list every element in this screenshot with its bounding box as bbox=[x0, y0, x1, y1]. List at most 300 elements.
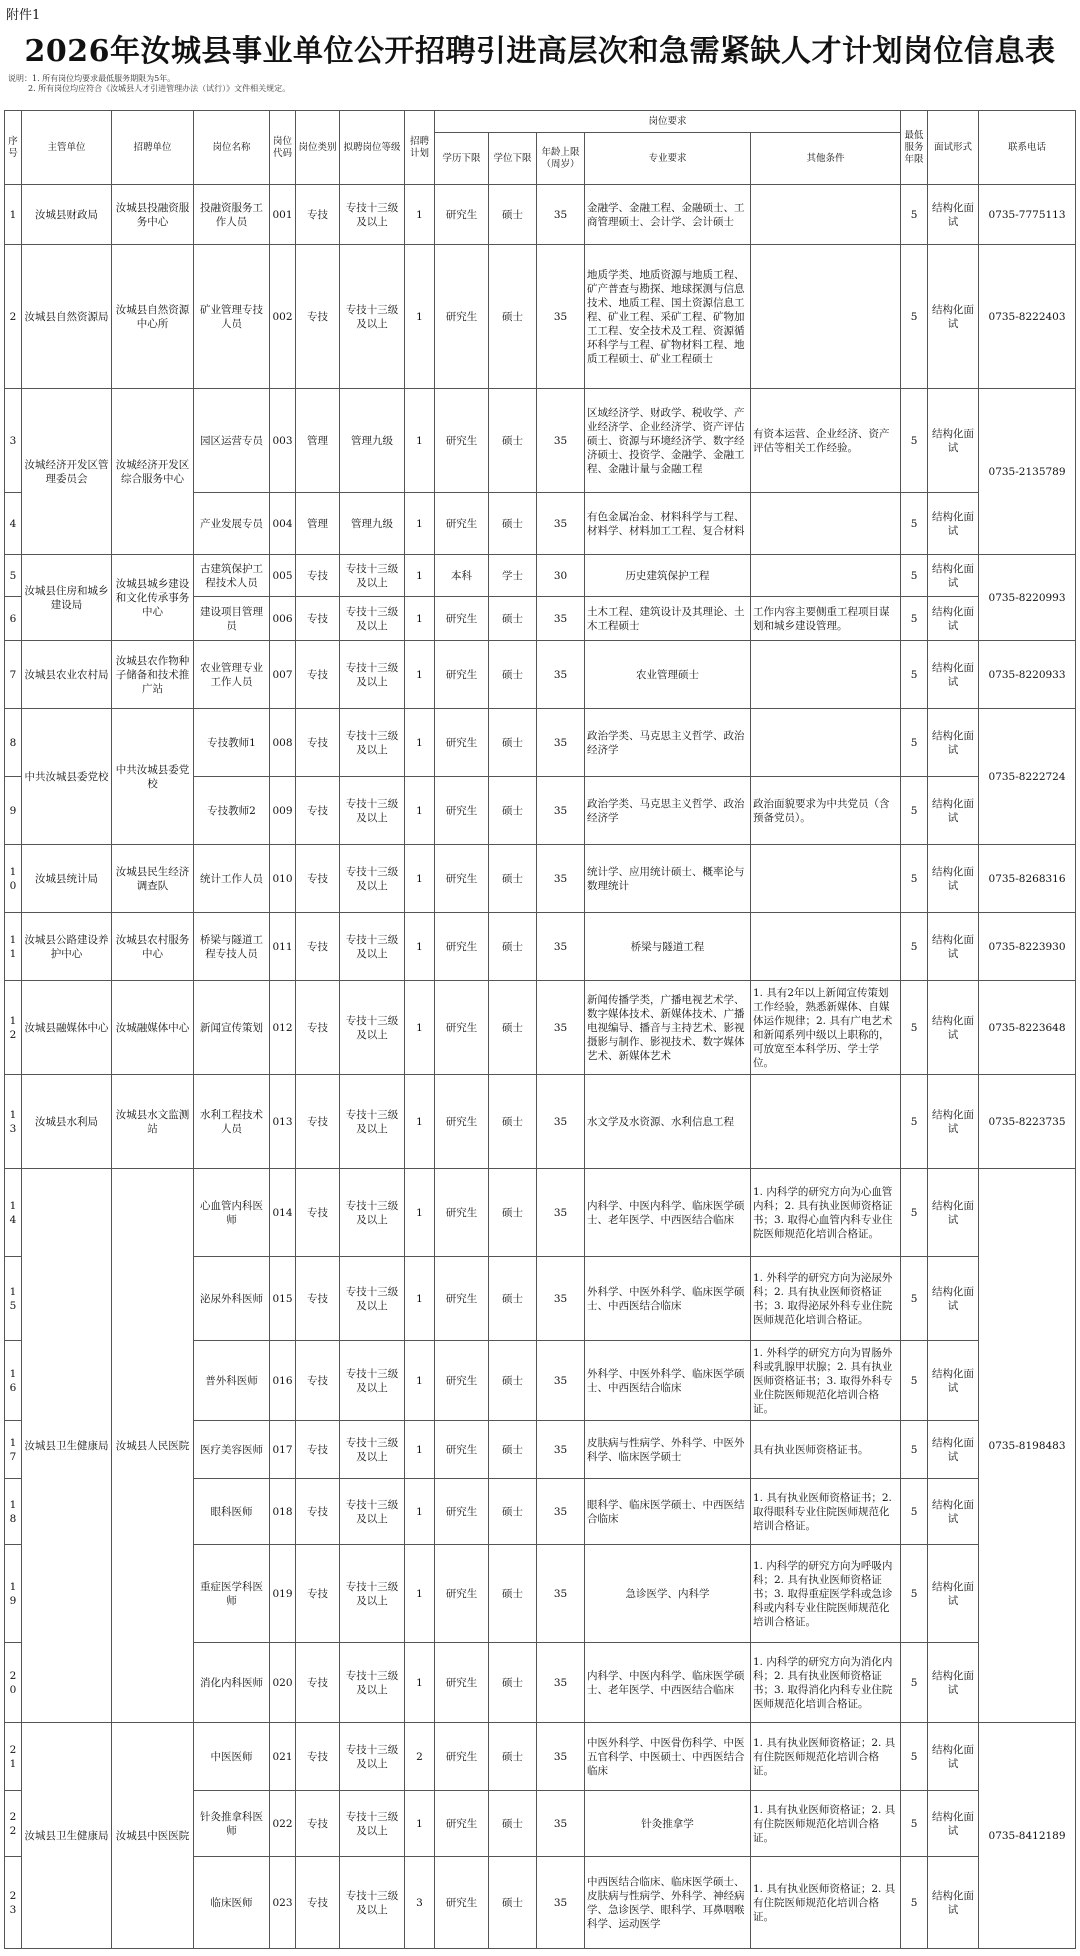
cell-major: 地质学类、地质资源与地质工程、矿产普查与勘探、地球探测与信息技术、地质工程、国土资源信息工程、矿业工程、采矿工程、矿物加工工程、安全技术及工程、资源循环科学与工程、矿物材料工程、地质工程硕士、矿业工程硕士 bbox=[585, 245, 751, 389]
cell-edu: 研究生 bbox=[435, 1857, 489, 1949]
cell-type: 专技 bbox=[296, 845, 340, 913]
cell-interview: 结构化面试 bbox=[928, 185, 979, 245]
cell-degree: 硕士 bbox=[489, 597, 537, 641]
cell-level: 专技十三级及以上 bbox=[340, 913, 405, 981]
cell-major: 统计学、应用统计硕士、概率论与数理统计 bbox=[585, 845, 751, 913]
cell-major: 有色金属冶金、材料科学与工程、材料学、材料加工工程、复合材料 bbox=[585, 493, 751, 555]
cell-seq: 3 bbox=[5, 389, 22, 493]
cell-post: 产业发展专员 bbox=[194, 493, 270, 555]
cell-plan: 1 bbox=[405, 1643, 435, 1723]
cell-seq: 9 bbox=[5, 777, 22, 845]
cell-interview: 结构化面试 bbox=[928, 1723, 979, 1791]
cell-service: 5 bbox=[901, 597, 928, 641]
cell-age: 35 bbox=[537, 845, 585, 913]
cell-interview: 结构化面试 bbox=[928, 709, 979, 777]
cell-age: 30 bbox=[537, 555, 585, 597]
cell-type: 专技 bbox=[296, 1075, 340, 1169]
cell-level: 管理九级 bbox=[340, 493, 405, 555]
header-service: 最低服务年限 bbox=[901, 111, 928, 185]
cell-major: 中西医结合临床、临床医学硕士、皮肤病与性病学、外科学、神经病学、急诊医学、眼科学、耳鼻咽喉科学、运动医学 bbox=[585, 1857, 751, 1949]
cell-edu: 研究生 bbox=[435, 245, 489, 389]
cell-post: 针灸推拿科医师 bbox=[194, 1791, 270, 1857]
cell-seq: 6 bbox=[5, 597, 22, 641]
header-requirements: 岗位要求 bbox=[435, 111, 901, 133]
cell-interview: 结构化面试 bbox=[928, 913, 979, 981]
cell-seq: 20 bbox=[5, 1643, 22, 1723]
cell-interview: 结构化面试 bbox=[928, 245, 979, 389]
cell-interview: 结构化面试 bbox=[928, 1421, 979, 1479]
cell-service: 5 bbox=[901, 245, 928, 389]
cell-edu: 研究生 bbox=[435, 597, 489, 641]
cell-seq: 1 bbox=[5, 185, 22, 245]
cell-seq: 23 bbox=[5, 1857, 22, 1949]
cell-type: 专技 bbox=[296, 1421, 340, 1479]
header-plan: 招聘计划 bbox=[405, 111, 435, 185]
cell-type: 专技 bbox=[296, 555, 340, 597]
cell-post: 桥梁与隧道工程专技人员 bbox=[194, 913, 270, 981]
cell-other: 1. 内科学的研究方向为心血管内科；2. 具有执业医师资格证书；3. 取得心血管内科专业住院医师规范化培训合格证。 bbox=[751, 1169, 901, 1257]
cell-edu: 研究生 bbox=[435, 777, 489, 845]
cell-degree: 硕士 bbox=[489, 981, 537, 1075]
cell-age: 35 bbox=[537, 185, 585, 245]
note-2: 2. 所有岗位均应符合《汝城县人才引进管理办法（试行）》文件相关规定。 bbox=[28, 84, 291, 93]
cell-age: 35 bbox=[537, 1643, 585, 1723]
header-unit: 招聘单位 bbox=[112, 111, 194, 185]
cell-phone: 0735-8223930 bbox=[979, 913, 1076, 981]
cell-type: 专技 bbox=[296, 1257, 340, 1341]
header-phone: 联系电话 bbox=[979, 111, 1076, 185]
cell-post: 医疗美容医师 bbox=[194, 1421, 270, 1479]
cell-interview: 结构化面试 bbox=[928, 1643, 979, 1723]
cell-unit: 汝城县民生经济调查队 bbox=[112, 845, 194, 913]
cell-plan: 1 bbox=[405, 1479, 435, 1545]
cell-service: 5 bbox=[901, 1643, 928, 1723]
cell-major: 土木工程、建筑设计及其理论、土木工程硕士 bbox=[585, 597, 751, 641]
cell-post: 中医医师 bbox=[194, 1723, 270, 1791]
cell-code: 004 bbox=[270, 493, 296, 555]
cell-other bbox=[751, 245, 901, 389]
cell-edu: 研究生 bbox=[435, 185, 489, 245]
cell-degree: 硕士 bbox=[489, 1723, 537, 1791]
cell-other: 具有执业医师资格证书。 bbox=[751, 1421, 901, 1479]
cell-code: 010 bbox=[270, 845, 296, 913]
cell-degree: 硕士 bbox=[489, 1169, 537, 1257]
cell-level: 专技十三级及以上 bbox=[340, 1421, 405, 1479]
cell-post: 园区运营专员 bbox=[194, 389, 270, 493]
cell-other bbox=[751, 185, 901, 245]
page-title: 2026年汝城县事业单位公开招聘引进高层次和急需紧缺人才计划岗位信息表 bbox=[24, 34, 1056, 69]
cell-seq: 15 bbox=[5, 1257, 22, 1341]
cell-age: 35 bbox=[537, 1075, 585, 1169]
cell-other bbox=[751, 1075, 901, 1169]
cell-code: 014 bbox=[270, 1169, 296, 1257]
cell-post: 矿业管理专技人员 bbox=[194, 245, 270, 389]
cell-degree: 硕士 bbox=[489, 1791, 537, 1857]
cell-age: 35 bbox=[537, 1857, 585, 1949]
cell-plan: 1 bbox=[405, 185, 435, 245]
cell-post: 古建筑保护工程技术人员 bbox=[194, 555, 270, 597]
cell-other bbox=[751, 913, 901, 981]
cell-other: 1. 外科学的研究方向为泌尿外科；2. 具有执业医师资格证书；3. 取得泌尿外科专业住院医师规范化培训合格证。 bbox=[751, 1257, 901, 1341]
cell-interview: 结构化面试 bbox=[928, 641, 979, 709]
cell-unit: 汝城县城乡建设和文化传承事务中心 bbox=[112, 555, 194, 641]
header-age: 年龄上限（周岁） bbox=[537, 133, 585, 185]
cell-level: 专技十三级及以上 bbox=[340, 777, 405, 845]
cell-type: 专技 bbox=[296, 1341, 340, 1421]
cell-phone: 0735-8223648 bbox=[979, 981, 1076, 1075]
cell-service: 5 bbox=[901, 389, 928, 493]
cell-post: 水利工程技术人员 bbox=[194, 1075, 270, 1169]
cell-dept: 汝城县自然资源局 bbox=[22, 245, 112, 389]
cell-code: 008 bbox=[270, 709, 296, 777]
cell-major: 中医外科学、中医骨伤科学、中医五官科学、中医硕士、中西医结合临床 bbox=[585, 1723, 751, 1791]
cell-seq: 18 bbox=[5, 1479, 22, 1545]
cell-other: 1. 具有执业医师资格证；2. 具有住院医师规范化培训合格证。 bbox=[751, 1857, 901, 1949]
cell-interview: 结构化面试 bbox=[928, 845, 979, 913]
cell-type: 专技 bbox=[296, 777, 340, 845]
cell-edu: 研究生 bbox=[435, 389, 489, 493]
cell-seq: 2 bbox=[5, 245, 22, 389]
cell-phone: 0735-2135789 bbox=[979, 389, 1076, 555]
cell-degree: 硕士 bbox=[489, 1857, 537, 1949]
cell-plan: 1 bbox=[405, 777, 435, 845]
cell-post: 专技教师2 bbox=[194, 777, 270, 845]
cell-edu: 研究生 bbox=[435, 1791, 489, 1857]
cell-interview: 结构化面试 bbox=[928, 777, 979, 845]
cell-service: 5 bbox=[901, 1479, 928, 1545]
cell-major: 内科学、中医内科学、临床医学硕士、老年医学、中西医结合临床 bbox=[585, 1169, 751, 1257]
cell-level: 专技十三级及以上 bbox=[340, 709, 405, 777]
cell-other: 1. 内科学的研究方向为消化内科；2. 具有执业医师资格证书；3. 取得消化内科专业住院医师规范化培训合格证。 bbox=[751, 1643, 901, 1723]
cell-age: 35 bbox=[537, 1723, 585, 1791]
cell-level: 专技十三级及以上 bbox=[340, 1075, 405, 1169]
cell-edu: 研究生 bbox=[435, 1479, 489, 1545]
cell-code: 002 bbox=[270, 245, 296, 389]
cell-seq: 19 bbox=[5, 1545, 22, 1643]
cell-edu: 研究生 bbox=[435, 1723, 489, 1791]
cell-service: 5 bbox=[901, 1075, 928, 1169]
cell-level: 专技十三级及以上 bbox=[340, 1723, 405, 1791]
cell-phone: 0735-8220993 bbox=[979, 555, 1076, 641]
cell-seq: 10 bbox=[5, 845, 22, 913]
cell-plan: 1 bbox=[405, 641, 435, 709]
cell-service: 5 bbox=[901, 1857, 928, 1949]
cell-age: 35 bbox=[537, 709, 585, 777]
cell-plan: 1 bbox=[405, 913, 435, 981]
header-interview: 面试形式 bbox=[928, 111, 979, 185]
cell-seq: 12 bbox=[5, 981, 22, 1075]
cell-other: 1. 具有执业医师资格证；2. 具有住院医师规范化培训合格证。 bbox=[751, 1723, 901, 1791]
header-type: 岗位类别 bbox=[296, 111, 340, 185]
cell-interview: 结构化面试 bbox=[928, 555, 979, 597]
cell-phone: 0735-8223735 bbox=[979, 1075, 1076, 1169]
cell-phone: 0735-7775113 bbox=[979, 185, 1076, 245]
cell-code: 021 bbox=[270, 1723, 296, 1791]
cell-code: 017 bbox=[270, 1421, 296, 1479]
cell-phone: 0735-8222403 bbox=[979, 245, 1076, 389]
cell-type: 专技 bbox=[296, 1545, 340, 1643]
cell-service: 5 bbox=[901, 845, 928, 913]
cell-post: 眼科医师 bbox=[194, 1479, 270, 1545]
cell-edu: 研究生 bbox=[435, 1257, 489, 1341]
cell-code: 001 bbox=[270, 185, 296, 245]
cell-degree: 硕士 bbox=[489, 245, 537, 389]
cell-type: 专技 bbox=[296, 245, 340, 389]
cell-service: 5 bbox=[901, 1791, 928, 1857]
cell-plan: 1 bbox=[405, 1169, 435, 1257]
cell-plan: 1 bbox=[405, 845, 435, 913]
cell-post: 新闻宣传策划 bbox=[194, 981, 270, 1075]
cell-degree: 硕士 bbox=[489, 913, 537, 981]
cell-dept: 汝城县住房和城乡建设局 bbox=[22, 555, 112, 641]
cell-plan: 1 bbox=[405, 493, 435, 555]
cell-code: 006 bbox=[270, 597, 296, 641]
header-level: 拟聘岗位等级 bbox=[340, 111, 405, 185]
cell-other: 1. 内科学的研究方向为呼吸内科；2. 具有执业医师资格证书；3. 取得重症医学科或急诊科或内科专业住院医师规范化培训合格证。 bbox=[751, 1545, 901, 1643]
cell-seq: 17 bbox=[5, 1421, 22, 1479]
cell-unit: 汝城县投融资服务中心 bbox=[112, 185, 194, 245]
cell-plan: 1 bbox=[405, 981, 435, 1075]
attachment-label: 附件1 bbox=[6, 8, 41, 23]
cell-dept: 中共汝城县委党校 bbox=[22, 709, 112, 845]
cell-major: 急诊医学、内科学 bbox=[585, 1545, 751, 1643]
cell-age: 35 bbox=[537, 1479, 585, 1545]
cell-seq: 7 bbox=[5, 641, 22, 709]
cell-unit: 汝城融媒体中心 bbox=[112, 981, 194, 1075]
cell-interview: 结构化面试 bbox=[928, 1857, 979, 1949]
cell-seq: 13 bbox=[5, 1075, 22, 1169]
cell-seq: 11 bbox=[5, 913, 22, 981]
cell-seq: 8 bbox=[5, 709, 22, 777]
cell-type: 专技 bbox=[296, 1479, 340, 1545]
cell-unit: 汝城县水文监测站 bbox=[112, 1075, 194, 1169]
cell-plan: 1 bbox=[405, 555, 435, 597]
cell-code: 016 bbox=[270, 1341, 296, 1421]
cell-degree: 硕士 bbox=[489, 709, 537, 777]
cell-service: 5 bbox=[901, 1545, 928, 1643]
cell-other bbox=[751, 493, 901, 555]
header-degree: 学位下限 bbox=[489, 133, 537, 185]
cell-age: 35 bbox=[537, 981, 585, 1075]
cell-degree: 硕士 bbox=[489, 493, 537, 555]
cell-plan: 3 bbox=[405, 1857, 435, 1949]
cell-major: 桥梁与隧道工程 bbox=[585, 913, 751, 981]
cell-other bbox=[751, 555, 901, 597]
cell-post: 统计工作人员 bbox=[194, 845, 270, 913]
cell-level: 专技十三级及以上 bbox=[340, 845, 405, 913]
cell-other: 1. 具有2年以上新闻宣传策划工作经验，熟悉新媒体、自媒体运作规律；2. 具有广电艺术和新闻系列中级以上职称的，可放宽至本科学历、学士学位。 bbox=[751, 981, 901, 1075]
cell-interview: 结构化面试 bbox=[928, 597, 979, 641]
cell-code: 005 bbox=[270, 555, 296, 597]
cell-plan: 1 bbox=[405, 1545, 435, 1643]
cell-age: 35 bbox=[537, 777, 585, 845]
cell-edu: 研究生 bbox=[435, 1421, 489, 1479]
cell-edu: 研究生 bbox=[435, 641, 489, 709]
cell-phone: 0735-8198483 bbox=[979, 1169, 1076, 1723]
cell-age: 35 bbox=[537, 913, 585, 981]
cell-dept: 汝城县融媒体中心 bbox=[22, 981, 112, 1075]
header-dept: 主管单位 bbox=[22, 111, 112, 185]
cell-other bbox=[751, 845, 901, 913]
cell-phone: 0735-8222724 bbox=[979, 709, 1076, 845]
cell-phone: 0735-8268316 bbox=[979, 845, 1076, 913]
cell-age: 35 bbox=[537, 1545, 585, 1643]
cell-other: 政治面貌要求为中共党员（含预备党员）。 bbox=[751, 777, 901, 845]
cell-unit: 汝城县人民医院 bbox=[112, 1169, 194, 1723]
cell-age: 35 bbox=[537, 493, 585, 555]
cell-major: 内科学、中医内科学、临床医学硕士、老年医学、中西医结合临床 bbox=[585, 1643, 751, 1723]
cell-edu: 研究生 bbox=[435, 1341, 489, 1421]
cell-type: 管理 bbox=[296, 493, 340, 555]
cell-dept: 汝城县公路建设养护中心 bbox=[22, 913, 112, 981]
cell-code: 018 bbox=[270, 1479, 296, 1545]
cell-edu: 研究生 bbox=[435, 1545, 489, 1643]
cell-other: 1. 具有执业医师资格证；2. 具有住院医师规范化培训合格证。 bbox=[751, 1791, 901, 1857]
cell-major: 历史建筑保护工程 bbox=[585, 555, 751, 597]
cell-seq: 14 bbox=[5, 1169, 22, 1257]
header-seq: 序号 bbox=[5, 111, 22, 185]
cell-plan: 1 bbox=[405, 1791, 435, 1857]
cell-dept: 汝城经济开发区管理委员会 bbox=[22, 389, 112, 555]
cell-level: 专技十三级及以上 bbox=[340, 1341, 405, 1421]
cell-service: 5 bbox=[901, 1257, 928, 1341]
cell-service: 5 bbox=[901, 709, 928, 777]
cell-seq: 4 bbox=[5, 493, 22, 555]
cell-interview: 结构化面试 bbox=[928, 1169, 979, 1257]
cell-type: 专技 bbox=[296, 1791, 340, 1857]
cell-interview: 结构化面试 bbox=[928, 1341, 979, 1421]
cell-service: 5 bbox=[901, 1341, 928, 1421]
cell-degree: 硕士 bbox=[489, 1643, 537, 1723]
cell-plan: 1 bbox=[405, 597, 435, 641]
cell-post: 消化内科医师 bbox=[194, 1643, 270, 1723]
cell-level: 专技十三级及以上 bbox=[340, 185, 405, 245]
cell-service: 5 bbox=[901, 1169, 928, 1257]
cell-service: 5 bbox=[901, 913, 928, 981]
cell-code: 011 bbox=[270, 913, 296, 981]
cell-dept: 汝城县财政局 bbox=[22, 185, 112, 245]
cell-level: 专技十三级及以上 bbox=[340, 1169, 405, 1257]
cell-major: 皮肤病与性病学、外科学、中医外科学、临床医学硕士 bbox=[585, 1421, 751, 1479]
cell-edu: 研究生 bbox=[435, 913, 489, 981]
cell-major: 外科学、中医外科学、临床医学硕士、中西医结合临床 bbox=[585, 1341, 751, 1421]
cell-plan: 1 bbox=[405, 1257, 435, 1341]
cell-degree: 硕士 bbox=[489, 389, 537, 493]
cell-edu: 研究生 bbox=[435, 1169, 489, 1257]
cell-interview: 结构化面试 bbox=[928, 1075, 979, 1169]
cell-level: 专技十三级及以上 bbox=[340, 1857, 405, 1949]
cell-type: 专技 bbox=[296, 1643, 340, 1723]
cell-major: 外科学、中医外科学、临床医学硕士、中西医结合临床 bbox=[585, 1257, 751, 1341]
cell-major: 水文学及水资源、水利信息工程 bbox=[585, 1075, 751, 1169]
cell-other bbox=[751, 641, 901, 709]
cell-level: 专技十三级及以上 bbox=[340, 555, 405, 597]
cell-service: 5 bbox=[901, 1723, 928, 1791]
cell-dept: 汝城县卫生健康局 bbox=[22, 1169, 112, 1723]
cell-type: 管理 bbox=[296, 389, 340, 493]
cell-degree: 硕士 bbox=[489, 185, 537, 245]
cell-degree: 硕士 bbox=[489, 845, 537, 913]
cell-post: 专技教师1 bbox=[194, 709, 270, 777]
cell-age: 35 bbox=[537, 1791, 585, 1857]
cell-phone: 0735-8412189 bbox=[979, 1723, 1076, 1949]
cell-edu: 本科 bbox=[435, 555, 489, 597]
cell-degree: 硕士 bbox=[489, 1257, 537, 1341]
cell-code: 023 bbox=[270, 1857, 296, 1949]
cell-major: 新闻传播学类，广播电视艺术学、数字媒体技术、新媒体技术、广播电视编导、播音与主持艺术、影视摄影与制作、影视技术、数字媒体艺术、新媒体艺术 bbox=[585, 981, 751, 1075]
cell-code: 009 bbox=[270, 777, 296, 845]
cell-age: 35 bbox=[537, 389, 585, 493]
cell-code: 003 bbox=[270, 389, 296, 493]
cell-level: 专技十三级及以上 bbox=[340, 1257, 405, 1341]
cell-level: 专技十三级及以上 bbox=[340, 1791, 405, 1857]
cell-level: 管理九级 bbox=[340, 389, 405, 493]
cell-post: 农业管理专业工作人员 bbox=[194, 641, 270, 709]
cell-type: 专技 bbox=[296, 1169, 340, 1257]
cell-major: 眼科学、临床医学硕士、中西医结合临床 bbox=[585, 1479, 751, 1545]
cell-age: 35 bbox=[537, 245, 585, 389]
cell-edu: 研究生 bbox=[435, 709, 489, 777]
cell-post: 重症医学科医师 bbox=[194, 1545, 270, 1643]
cell-major: 针灸推拿学 bbox=[585, 1791, 751, 1857]
cell-edu: 研究生 bbox=[435, 845, 489, 913]
cell-edu: 研究生 bbox=[435, 1075, 489, 1169]
cell-degree: 硕士 bbox=[489, 1421, 537, 1479]
cell-edu: 研究生 bbox=[435, 981, 489, 1075]
cell-post: 建设项目管理员 bbox=[194, 597, 270, 641]
cell-seq: 21 bbox=[5, 1723, 22, 1791]
cell-interview: 结构化面试 bbox=[928, 493, 979, 555]
cell-level: 专技十三级及以上 bbox=[340, 245, 405, 389]
cell-unit: 汝城经济开发区综合服务中心 bbox=[112, 389, 194, 555]
cell-code: 015 bbox=[270, 1257, 296, 1341]
cell-seq: 22 bbox=[5, 1791, 22, 1857]
cell-plan: 1 bbox=[405, 1341, 435, 1421]
cell-type: 专技 bbox=[296, 1723, 340, 1791]
cell-type: 专技 bbox=[296, 185, 340, 245]
cell-post: 泌尿外科医师 bbox=[194, 1257, 270, 1341]
cell-plan: 1 bbox=[405, 709, 435, 777]
cell-other: 1. 外科学的研究方向为胃肠外科或乳腺甲状腺；2. 具有执业医师资格证书；3. 取得外科专业住院医师规范化培训合格证。 bbox=[751, 1341, 901, 1421]
cell-degree: 硕士 bbox=[489, 1341, 537, 1421]
cell-degree: 学士 bbox=[489, 555, 537, 597]
cell-interview: 结构化面试 bbox=[928, 1791, 979, 1857]
cell-code: 007 bbox=[270, 641, 296, 709]
cell-plan: 1 bbox=[405, 1075, 435, 1169]
cell-type: 专技 bbox=[296, 1857, 340, 1949]
cell-interview: 结构化面试 bbox=[928, 981, 979, 1075]
cell-degree: 硕士 bbox=[489, 641, 537, 709]
cell-seq: 5 bbox=[5, 555, 22, 597]
cell-level: 专技十三级及以上 bbox=[340, 1545, 405, 1643]
cell-service: 5 bbox=[901, 641, 928, 709]
cell-code: 012 bbox=[270, 981, 296, 1075]
note-1: 说明：1. 所有岗位均要求最低服务期限为5年。 bbox=[8, 74, 176, 83]
cell-degree: 硕士 bbox=[489, 1545, 537, 1643]
cell-plan: 1 bbox=[405, 1421, 435, 1479]
cell-dept: 汝城县卫生健康局 bbox=[22, 1723, 112, 1949]
notes bbox=[8, 74, 290, 94]
cell-code: 022 bbox=[270, 1791, 296, 1857]
cell-degree: 硕士 bbox=[489, 1075, 537, 1169]
cell-service: 5 bbox=[901, 981, 928, 1075]
header-code: 岗位代码 bbox=[270, 111, 296, 185]
cell-interview: 结构化面试 bbox=[928, 389, 979, 493]
header-post: 岗位名称 bbox=[194, 111, 270, 185]
cell-unit: 汝城县农作物种子储备和技术推广站 bbox=[112, 641, 194, 709]
cell-service: 5 bbox=[901, 555, 928, 597]
cell-plan: 1 bbox=[405, 389, 435, 493]
